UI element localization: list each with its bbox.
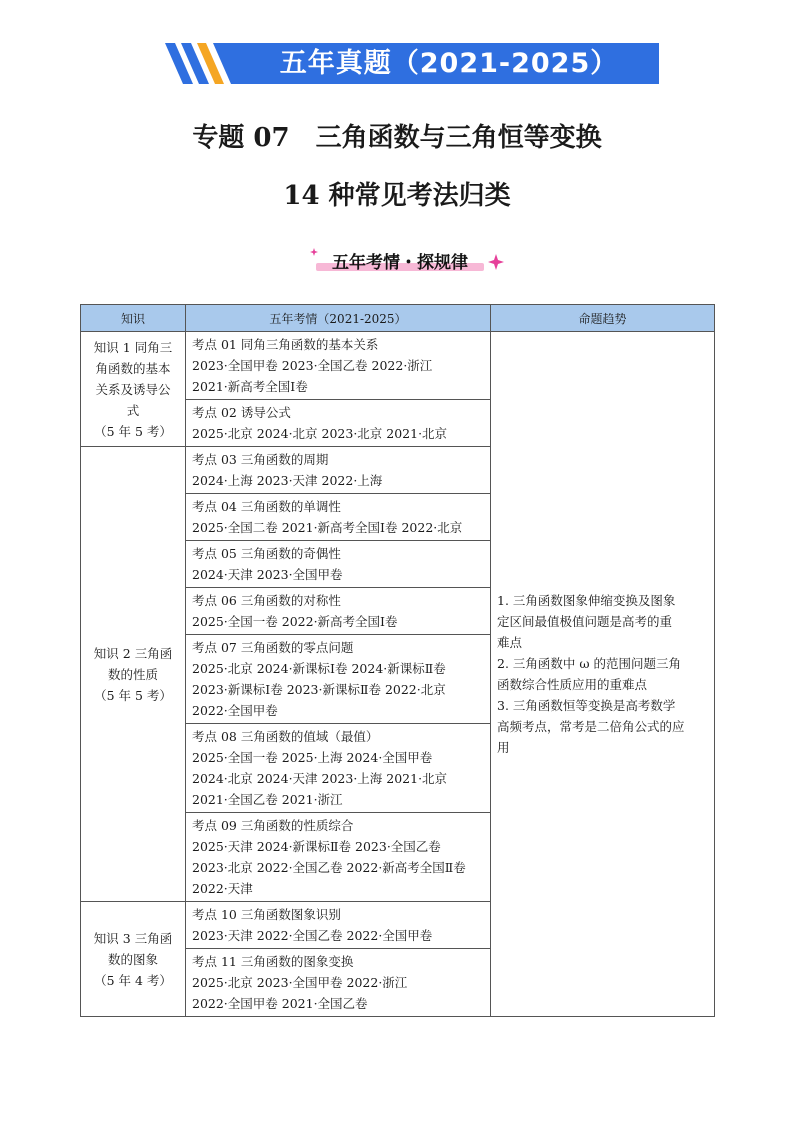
page-title: 专题 07 三角函数与三角恒等变换	[192, 123, 602, 153]
knowledge-line: 角函数的基本	[95, 360, 171, 376]
exam-source-line: 2023·天津 2022·全国乙卷 2022·全国甲卷	[192, 928, 433, 943]
knowledge-line: （5 年 5 考）	[94, 423, 172, 439]
exam-point-title: 考点 11 三角函数的图象变换	[192, 954, 354, 969]
trend-line: 2. 三角函数中 ω 的范围问题三角	[497, 656, 682, 671]
exam-point-cell	[186, 949, 491, 1017]
exam-point-cell	[186, 902, 491, 949]
exam-point-cell	[186, 813, 491, 902]
exam-point-cell	[186, 724, 491, 813]
exam-source-line: 2025·北京 2024·北京 2023·北京 2021·北京	[192, 426, 448, 441]
trend-line: 1. 三角函数图象伸缩变换及图象	[497, 593, 676, 608]
knowledge-cell	[81, 447, 186, 902]
exam-source-line: 2023·新课标Ⅰ卷 2023·新课标Ⅱ卷 2022·北京	[192, 682, 446, 697]
table-header-row	[81, 305, 715, 332]
knowledge-line: 知识 3 三角函	[93, 930, 173, 946]
exam-source-line: 2021·新高考全国Ⅰ卷	[192, 379, 308, 394]
header-five-year: 五年考情（2021-2025）	[186, 305, 491, 332]
trend-line: 高频考点，常考是二倍角公式的应	[497, 719, 685, 734]
section-heading: 五年考情・探规律	[310, 244, 510, 278]
exam-source-line: 2025·全国二卷 2021·新高考全国Ⅰ卷 2022·北京	[192, 520, 463, 535]
table-row	[81, 332, 715, 400]
knowledge-line: 关系及诱导公	[95, 381, 171, 397]
knowledge-line: 知识 1 同角三	[93, 339, 173, 355]
exam-point-title: 考点 02 诱导公式	[192, 405, 291, 420]
exam-source-line: 2025·全国一卷 2025·上海 2024·全国甲卷	[192, 750, 433, 765]
trend-line: 难点	[497, 635, 523, 650]
exam-point-title: 考点 03 三角函数的周期	[192, 452, 329, 467]
knowledge-line: （5 年 5 考）	[94, 687, 172, 703]
trend-cell	[491, 332, 715, 1017]
exam-point-title: 考点 04 三角函数的单调性	[192, 499, 341, 514]
exam-point-cell	[186, 541, 491, 588]
exam-source-line: 2025·天津 2024·新课标Ⅱ卷 2023·全国乙卷	[192, 839, 441, 854]
trend-line: 用	[497, 740, 510, 755]
trend-line: 定区间最值极值问题是高考的重	[497, 614, 673, 629]
exam-point-cell	[186, 332, 491, 400]
knowledge-line: 知识 2 三角函	[93, 645, 173, 661]
exam-source-line: 2023·北京 2022·全国乙卷 2022·新高考全国Ⅱ卷	[192, 860, 466, 875]
knowledge-line: 式	[126, 402, 140, 418]
exam-source-line: 2022·天津	[192, 881, 253, 896]
exam-source-line: 2025·北京 2023·全国甲卷 2022·浙江	[192, 975, 408, 990]
exam-point-cell	[186, 635, 491, 724]
exam-point-cell	[186, 494, 491, 541]
header-trend: 命题趋势	[491, 305, 715, 332]
exam-point-cell	[186, 447, 491, 494]
exam-source-line: 2025·全国一卷 2022·新高考全国Ⅰ卷	[192, 614, 398, 629]
exam-table	[80, 304, 715, 1017]
exam-source-line: 2023·全国甲卷 2023·全国乙卷 2022·浙江	[192, 358, 433, 373]
trend-line: 3. 三角函数恒等变换是高考数学	[497, 698, 676, 713]
header-knowledge: 知识	[81, 305, 186, 332]
exam-point-title: 考点 05 三角函数的奇偶性	[192, 546, 341, 561]
exam-point-cell	[186, 400, 491, 447]
trend-line: 函数综合性质应用的重难点	[497, 677, 648, 692]
exam-point-title: 考点 08 三角函数的值域（最值）	[192, 729, 379, 744]
knowledge-line: 数的性质	[107, 666, 158, 682]
banner-title: 五年真题（2021-2025）	[279, 48, 619, 79]
exam-source-line: 2022·全国甲卷 2021·全国乙卷	[192, 996, 368, 1011]
exam-source-line: 2024·北京 2024·天津 2023·上海 2021·北京	[192, 771, 448, 786]
banner-stripes-decoration	[159, 43, 239, 84]
exam-source-line: 2021·全国乙卷 2021·浙江	[192, 792, 343, 807]
exam-point-title: 考点 06 三角函数的对称性	[192, 593, 341, 608]
exam-point-title: 考点 10 三角函数图象识别	[192, 907, 341, 922]
knowledge-cell	[81, 332, 186, 447]
exam-point-title: 考点 01 同角三角函数的基本关系	[192, 337, 379, 352]
table-body	[81, 332, 715, 1017]
knowledge-line: （5 年 4 考）	[94, 972, 172, 988]
exam-point-cell	[186, 588, 491, 635]
page-subtitle: 14 种常见考法归类	[283, 181, 511, 211]
exam-source-line: 2025·北京 2024·新课标Ⅰ卷 2024·新课标Ⅱ卷	[192, 661, 446, 676]
exam-source-line: 2022·全国甲卷	[192, 703, 278, 718]
knowledge-line: 数的图象	[107, 951, 158, 967]
exam-source-line: 2024·上海 2023·天津 2022·上海	[192, 473, 383, 488]
exam-source-line: 2024·天津 2023·全国甲卷	[192, 567, 343, 582]
banner	[159, 43, 659, 84]
knowledge-cell	[81, 902, 186, 1017]
exam-point-title: 考点 09 三角函数的性质综合	[192, 818, 354, 833]
exam-point-title: 考点 07 三角函数的零点问题	[192, 640, 354, 655]
